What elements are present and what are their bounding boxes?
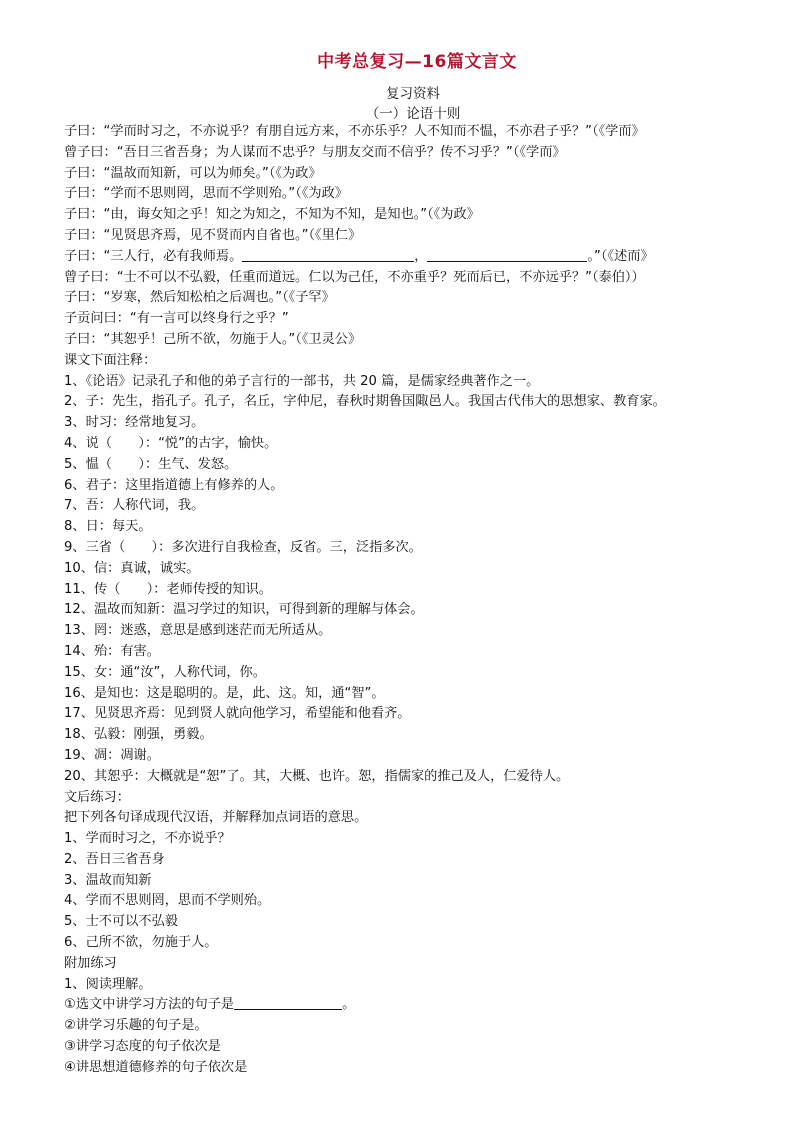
answer-blank[interactable] (242, 247, 414, 262)
quote-line: 子曰：“温故而知新，可以为师矣。”（《为政》 (64, 165, 322, 181)
question-item: ②讲学习乐趣的句子是。 (64, 1018, 208, 1034)
quote-line: 子贡问曰：“有一言可以终身行之乎？” (64, 311, 289, 327)
question-text: ①选文中讲学习方法的句子是 (64, 997, 235, 1013)
quote-line: 子曰：“见贤思齐焉，见不贤而内自省也。”（《里仁》 (64, 227, 362, 243)
notes-heading: 课文下面注释： (64, 352, 157, 368)
note-item: 9、三省（ ）：多次进行自我检查，反省。三，泛指多次。 (64, 539, 422, 555)
quote-line-fill-blank (64, 247, 764, 268)
note-item: 14、殆：有害。 (64, 643, 160, 659)
quote-text: ， (414, 248, 428, 264)
note-item: 8、日：每天。 (64, 519, 152, 535)
question-text: 。 (342, 997, 356, 1013)
exercise-item: 1、学而时习之，不亦说乎？ (64, 831, 231, 847)
quote-text: 。”（《述而》 (587, 248, 654, 264)
note-item: 16、是知也：这是聪明的。是，此、这。知，通“智”。 (64, 685, 385, 701)
exercise-item: 3、温故而知新 (64, 872, 152, 888)
note-item: 1、《论语》记录孔子和他的弟子言行的一部书，共 20 篇，是儒家经典著作之一。 (64, 373, 540, 389)
quote-text: 子曰：“三人行，必有我师焉。 (64, 248, 243, 264)
note-item: 3、时习：经常地复习。 (64, 415, 205, 431)
question-item: ③讲学习态度的句子依次是 (64, 1039, 221, 1055)
note-item: 20、其恕乎：大概就是“恕”了。其，大概、也许。恕，指儒家的推己及人，仁爱待人。 (64, 768, 570, 784)
exercise-item: 2、吾日三省吾身 (64, 851, 165, 867)
exercise-heading: 文后练习： (64, 789, 130, 805)
question-item: ④讲思想道德修养的句子依次是 (64, 1059, 248, 1075)
exercise-item: 6、己所不欲，勿施于人。 (64, 935, 218, 951)
quote-line: 子曰：“学而不思则罔，思而不学则殆。”（《为政》 (64, 186, 348, 202)
quote-line: 子曰：“其恕乎！己所不欲，勿施于人。”（《卫灵公》 (64, 331, 362, 347)
extra-subheading: 1、阅读理解。 (64, 976, 152, 992)
quote-line: 子曰：“由，诲女知之乎！知之为知之，不知为不知，是知也。”（《为政》 (64, 207, 480, 223)
note-item: 7、吾：人称代词，我。 (64, 498, 205, 514)
note-item: 5、愠（ ）：生气、发怒。 (64, 456, 238, 472)
exercise-item: 5、士不可以不弘毅 (64, 914, 178, 930)
note-item: 15、女：通“汝”，人称代词，你。 (64, 664, 266, 680)
note-item: 6、君子：这里指道德上有修养的人。 (64, 477, 284, 493)
note-item: 19、凋：凋谢。 (64, 747, 160, 763)
note-item: 12、温故而知新：温习学过的知识，可得到新的理解与体会。 (64, 602, 424, 618)
quote-line: 子曰：“学而时习之，不亦说乎？有朋自远方来，不亦乐乎？人不知而不愠，不亦君子乎？”（《学而》 (64, 124, 645, 139)
quote-line: 曾子曰：“士不可以不弘毅，任重而道远。仁以为己任，不亦重乎？死而后已，不亦远乎？”（泰伯）） (64, 269, 645, 285)
document-body (64, 122, 764, 1079)
note-item: 2、子：先生，指孔子。孔子，名丘，字仲尼，春秋时期鲁国陬邑人。我国古代伟大的思想家、教育家。 (64, 394, 666, 410)
note-item: 11、传（ ）：老师传授的知识。 (64, 581, 272, 597)
quote-line: 曾子曰：“吾日三省吾身；为人谋而不忠乎？与朋友交而不信乎？传不习乎？”（《学而》 (64, 144, 566, 160)
exercise-item: 4、学而不思则罔，思而不学则殆。 (64, 893, 271, 909)
note-item: 17、见贤思齐焉：见到贤人就向他学习，希望能和他看齐。 (64, 706, 411, 722)
section-title: （一）论语十则 (365, 106, 461, 122)
note-item: 18、弘毅：刚强，勇毅。 (64, 727, 213, 743)
quote-line: 子曰：“岁寒，然后知松柏之后凋也。”（《子罕》 (64, 290, 335, 306)
note-item: 13、罔：迷惑，意思是感到迷茫而无所适从。 (64, 623, 332, 639)
extra-heading: 附加练习 (64, 955, 117, 971)
answer-blank[interactable] (234, 995, 342, 1010)
note-item: 10、信：真诚，诚实。 (64, 560, 200, 576)
note-item: 4、说（ ）：“悦”的古字，愉快。 (64, 435, 278, 451)
doc-subtitle: 复习资料 (386, 86, 440, 102)
doc-title: 中考总复习—16篇文言文 (317, 52, 517, 72)
question-item (64, 995, 764, 1016)
answer-blank[interactable] (427, 247, 587, 262)
exercise-instructions: 把下列各句译成现代汉语，并解释加点词语的意思。 (64, 810, 368, 826)
